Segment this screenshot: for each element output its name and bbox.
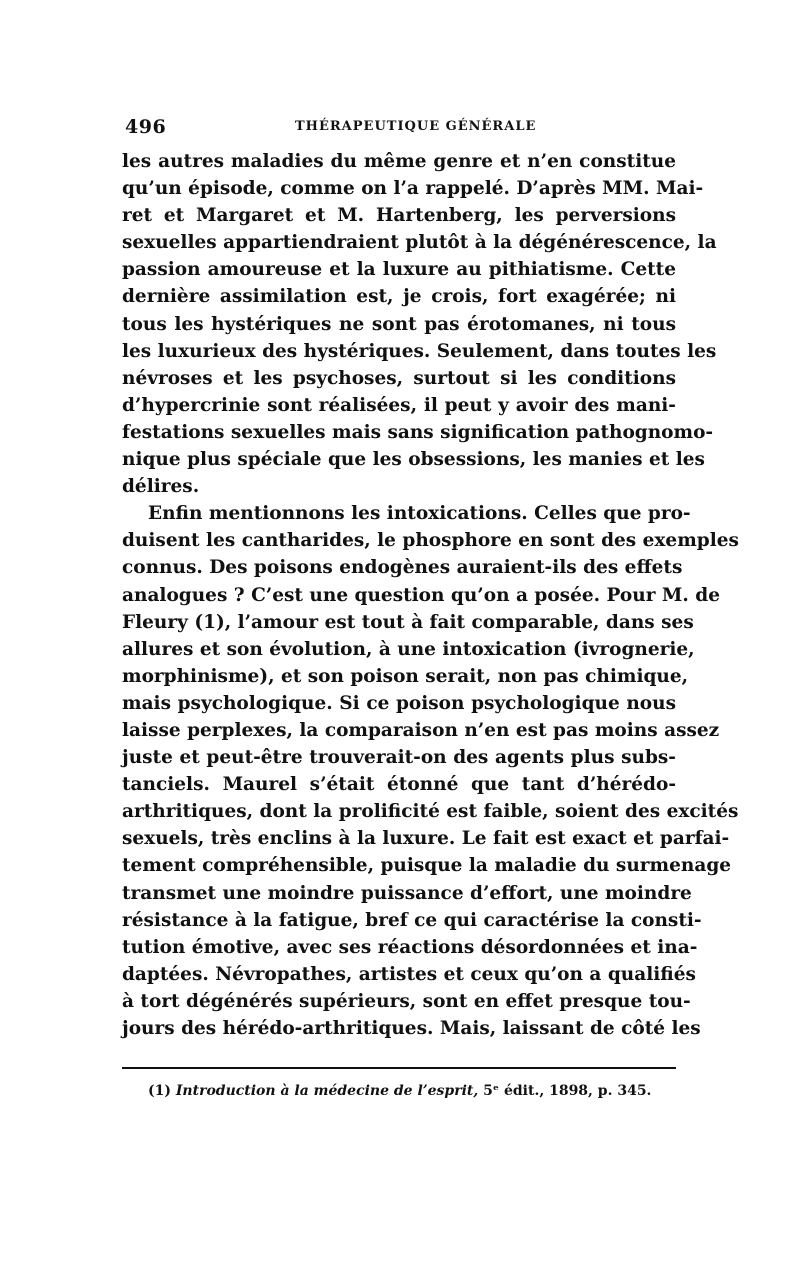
footnote-marker: (1) bbox=[148, 1083, 171, 1099]
text-line: Fleury (1), l’amour est tout à fait comparable, dans ses bbox=[122, 611, 694, 633]
text-line: ret et Margaret et M. Hartenberg, les perversions bbox=[122, 205, 676, 227]
text-line: transmet une moindre puissance d’effort, une moindre bbox=[122, 882, 692, 904]
footnote-title: Introduction à la médecine de l’esprit, bbox=[175, 1083, 479, 1099]
text-line: daptées. Névropathes, artistes et ceux qu’on a qualifiés bbox=[122, 963, 696, 985]
text-line: laisse perplexes, la comparaison n’en est pas moins assez bbox=[122, 719, 720, 741]
running-title: THÉRAPEUTIQUE GÉNÉRALE bbox=[295, 119, 537, 134]
page-header bbox=[125, 116, 677, 142]
text-line: allures et son évolution, à une intoxication (ivrognerie, bbox=[122, 638, 695, 660]
footnote bbox=[148, 1083, 651, 1099]
text-line: névroses et les psychoses, surtout si les conditions bbox=[122, 367, 676, 389]
text-line: les luxurieux des hystériques. Seulement, dans toutes les bbox=[122, 340, 717, 362]
text-line: résistance à la fatigue, bref ce qui caractérise la consti- bbox=[122, 909, 702, 931]
text-line: jours des hérédo-arthritiques. Mais, laissant de côté les bbox=[122, 1018, 701, 1039]
text-line: connus. Des poisons endogènes auraient-ils des effets bbox=[122, 557, 683, 579]
text-line: qu’un épisode, comme on l’a rappelé. D’après MM. Mai- bbox=[122, 178, 704, 200]
text-line: sexuelles appartiendraient plutôt à la dégénérescence, la bbox=[122, 232, 717, 254]
text-line: Enfin mentionnons les intoxications. Celles que pro- bbox=[148, 503, 691, 525]
text-line: tution émotive, avec ses réactions désordonnées et ina- bbox=[122, 936, 698, 958]
footnote-divider bbox=[122, 1067, 676, 1069]
text-line: les autres maladies du même genre et n’en constitue bbox=[122, 151, 676, 172]
text-line: tous les hystériques ne sont pas érotomanes, ni tous bbox=[122, 313, 676, 335]
text-line: festations sexuelles mais sans signification pathognomo- bbox=[122, 421, 714, 443]
text-line: nique plus spéciale que les obsessions, les manies et les bbox=[122, 449, 705, 471]
text-line: duisent les cantharides, le phosphore en sont des exemples bbox=[122, 530, 739, 552]
page-number: 496 bbox=[125, 116, 167, 138]
text-line: sexuels, très enclins à la luxure. Le fait est exact et parfai- bbox=[122, 828, 730, 850]
text-line: arthritiques, dont la prolificité est faible, soient des excités bbox=[122, 801, 739, 823]
body-text bbox=[122, 148, 739, 1042]
text-line: juste et peut-être trouverait-on des agents plus subs- bbox=[122, 747, 676, 769]
text-line: délires. bbox=[122, 476, 200, 498]
footnote-details: 5ᵉ édit., 1898, p. 345. bbox=[483, 1083, 652, 1099]
text-line: dernière assimilation est, je crois, fort exagérée; ni bbox=[122, 286, 676, 308]
text-line: d’hypercrinie sont réalisées, il peut y avoir des mani- bbox=[122, 394, 676, 416]
text-line: tanciels. Maurel s’était étonné que tant d’hérédo- bbox=[122, 774, 676, 796]
text-line: morphinisme), et son poison serait, non pas chimique, bbox=[122, 665, 689, 687]
text-line: à tort dégénérés supérieurs, sont en effet presque tou- bbox=[122, 990, 691, 1012]
text-line: analogues ? C’est une question qu’on a posée. Pour M. de bbox=[122, 584, 720, 606]
text-line: mais psychologique. Si ce poison psychologique nous bbox=[122, 692, 676, 714]
text-line: tement compréhensible, puisque la maladie du surmenage bbox=[122, 855, 732, 877]
text-line: passion amoureuse et la luxure au pithiatisme. Cette bbox=[122, 259, 676, 281]
